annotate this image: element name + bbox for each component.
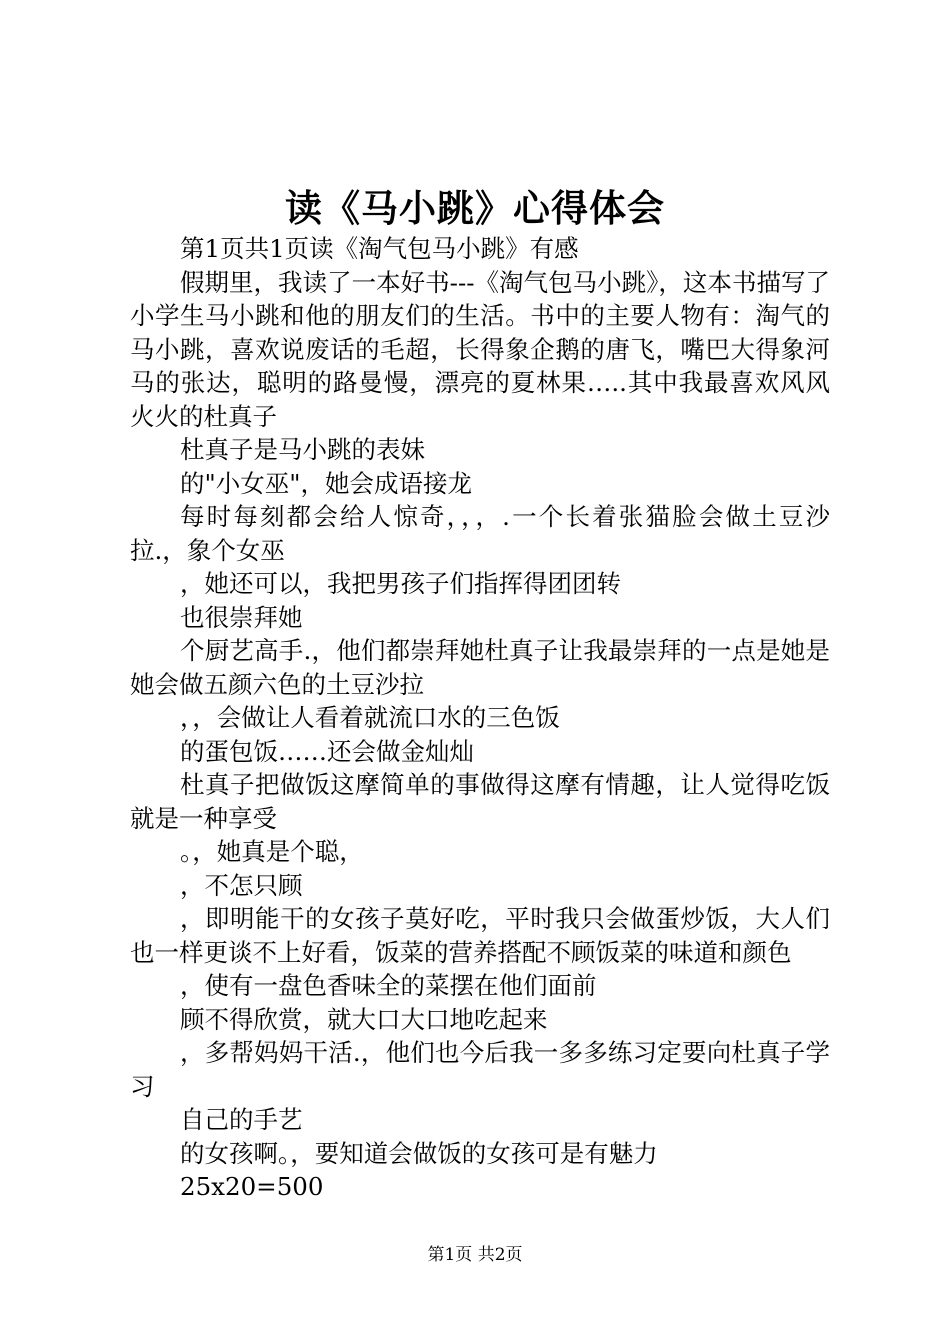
paragraph: ，不怎只顾 bbox=[180, 870, 303, 900]
paragraph: ，即明能干的女孩子莫好吃，平时我只会做蛋炒饭，大人们也一样更谈不上好看，饭菜的营养搭配不顾饭菜的味道和颜色 bbox=[130, 904, 830, 967]
paragraph: 每时每刻都会给人惊奇，，，.一个长着张猫脸会做土豆沙拉.，象个女巫 bbox=[130, 502, 830, 565]
document-body bbox=[130, 232, 830, 1204]
paragraph: 的"小女巫"，她会成语接龙 bbox=[180, 468, 473, 498]
paragraph: ，，会做让人看着就流口水的三色饭 bbox=[180, 703, 560, 732]
paragraph: 的蛋包饭……还会做金灿灿 bbox=[180, 736, 474, 766]
paragraph: 第1页共1页读《淘气包马小跳》有感 bbox=[180, 234, 579, 263]
page-footer: 第1页 共2页 bbox=[427, 1245, 523, 1265]
paragraph: 的女孩啊。，要知道会做饭的女孩可是有魅力 bbox=[180, 1138, 658, 1168]
paragraph: ，使有一盘色香味全的菜摆在他们面前 bbox=[180, 971, 597, 1000]
paragraph: ，多帮妈妈干活.，他们也今后我一多多练习定要向杜真子学习 bbox=[130, 1038, 830, 1101]
paragraph: 杜真子是马小跳的表妹 bbox=[180, 435, 425, 464]
paragraph: 25x20=500 bbox=[180, 1172, 324, 1201]
paragraph: 也很崇拜她 bbox=[180, 602, 303, 632]
paragraph: 个厨艺高手.，他们都崇拜她杜真子让我最崇拜的一点是她是她会做五颜六色的土豆沙拉 bbox=[130, 636, 830, 699]
paragraph: 杜真子把做饭这摩简单的事做得这摩有情趣，让人觉得吃饭就是一种享受 bbox=[130, 770, 830, 833]
document-title: 读《马小跳》心得体会 bbox=[285, 186, 665, 230]
paragraph: 假期里，我读了一本好书---《淘气包马小跳》，这本书描写了小学生马小跳和他的朋友们的生活。书中的主要人物有：淘气的马小跳，喜欢说废话的毛超，长得象企鹅的唐飞，嘴巴大得象河马的张达，聪明的路曼慢，漂亮的夏林果…..其中我最喜欢风风火火的杜真子 bbox=[130, 267, 830, 431]
paragraph: ，她还可以，我把男孩子们指挥得团团转 bbox=[180, 569, 621, 598]
paragraph: 自己的手艺 bbox=[180, 1105, 303, 1134]
paragraph: 。，她真是个聪， bbox=[180, 837, 364, 866]
paragraph: 顾不得欣赏，就大口大口地吃起来 bbox=[180, 1004, 548, 1034]
